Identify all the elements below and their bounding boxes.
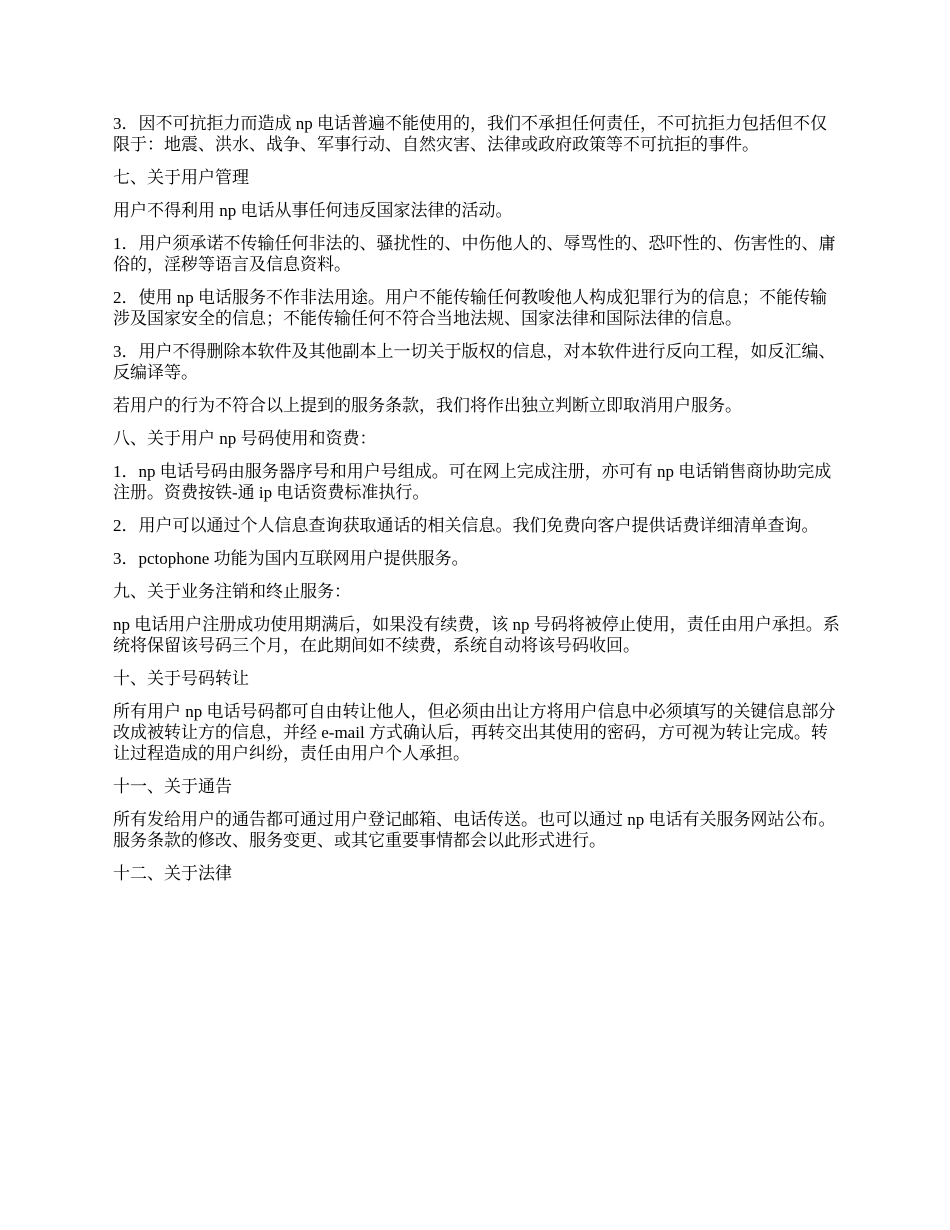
section-9-heading: 九、关于业务注销和终止服务： <box>113 582 351 601</box>
section-9-body: np 电话用户注册成功使用期满后，如果没有续费，该 np 号码将被停止使用，责任由用户承担。系统将保留该号码三个月，在此期间如不续费，系统自动将该号码收回。 <box>113 615 840 655</box>
section-7-intro: 用户不得利用 np 电话从事任何违反国家法律的活动。 <box>113 201 513 220</box>
section-8-clause-3: 3．pctophone 功能为国内互联网用户提供服务。 <box>113 549 469 568</box>
document-page <box>113 113 843 896</box>
section-10-body: 所有用户 np 电话号码都可自由转让他人，但必须由出让方将用户信息中必须填写的关键信息部分改成被转让方的信息，并经 e-mail 方式确认后，再转交出其使用的密码，方可视为转让完成。转让过程造成的用户纠纷，责任由用户个人承担。 <box>113 702 836 763</box>
section-11-body: 所有发给用户的通告都可通过用户登记邮箱、电话传送。也可以通过 np 电话有关服务网站公布。服务条款的修改、服务变更、或其它重要事情都会以此形式进行。 <box>113 810 836 850</box>
section-10-heading: 十、关于号码转让 <box>113 669 249 688</box>
section-7-clause-3: 3．用户不得删除本软件及其他副本上一切关于版权的信息，对本软件进行反向工程，如反汇编、反编译等。 <box>113 342 836 382</box>
clause-3-force-majeure: 3．因不可抗拒力而造成 np 电话普遍不能使用的，我们不承担任何责任，不可抗拒力包括但不仅限于：地震、洪水、战争、军事行动、自然灾害、法律或政府政策等不可抗拒的事件。 <box>113 114 827 154</box>
section-12-heading: 十二、关于法律 <box>113 864 232 883</box>
section-8-clause-1: 1．np 电话号码由服务器序号和用户号组成。可在网上完成注册，亦可有 np 电话销售商协助完成注册。资费按铁-通 ip 电话资费标准执行。 <box>113 462 832 502</box>
section-8-clause-2: 2．用户可以通过个人信息查询获取通话的相关信息。我们免费向客户提供话费详细清单查询。 <box>113 516 819 535</box>
section-11-heading: 十一、关于通告 <box>113 777 232 796</box>
section-7-clause-2: 2．使用 np 电话服务不作非法用途。用户不能传输任何教唆他人构成犯罪行为的信息；不能传输涉及国家安全的信息；不能传输任何不符合当地法规、国家法律和国际法律的信息。 <box>113 288 827 328</box>
section-7-clause-1: 1．用户须承诺不传输任何非法的、骚扰性的、中伤他人的、辱骂性的、恐吓性的、伤害性的、庸俗的，淫秽等语言及信息资料。 <box>113 234 836 274</box>
section-8-heading: 八、关于用户 np 号码使用和资费： <box>113 429 377 448</box>
section-7-heading: 七、关于用户管理 <box>113 168 249 187</box>
section-7-conclusion: 若用户的行为不符合以上提到的服务条款，我们将作出独立判断立即取消用户服务。 <box>113 396 742 415</box>
